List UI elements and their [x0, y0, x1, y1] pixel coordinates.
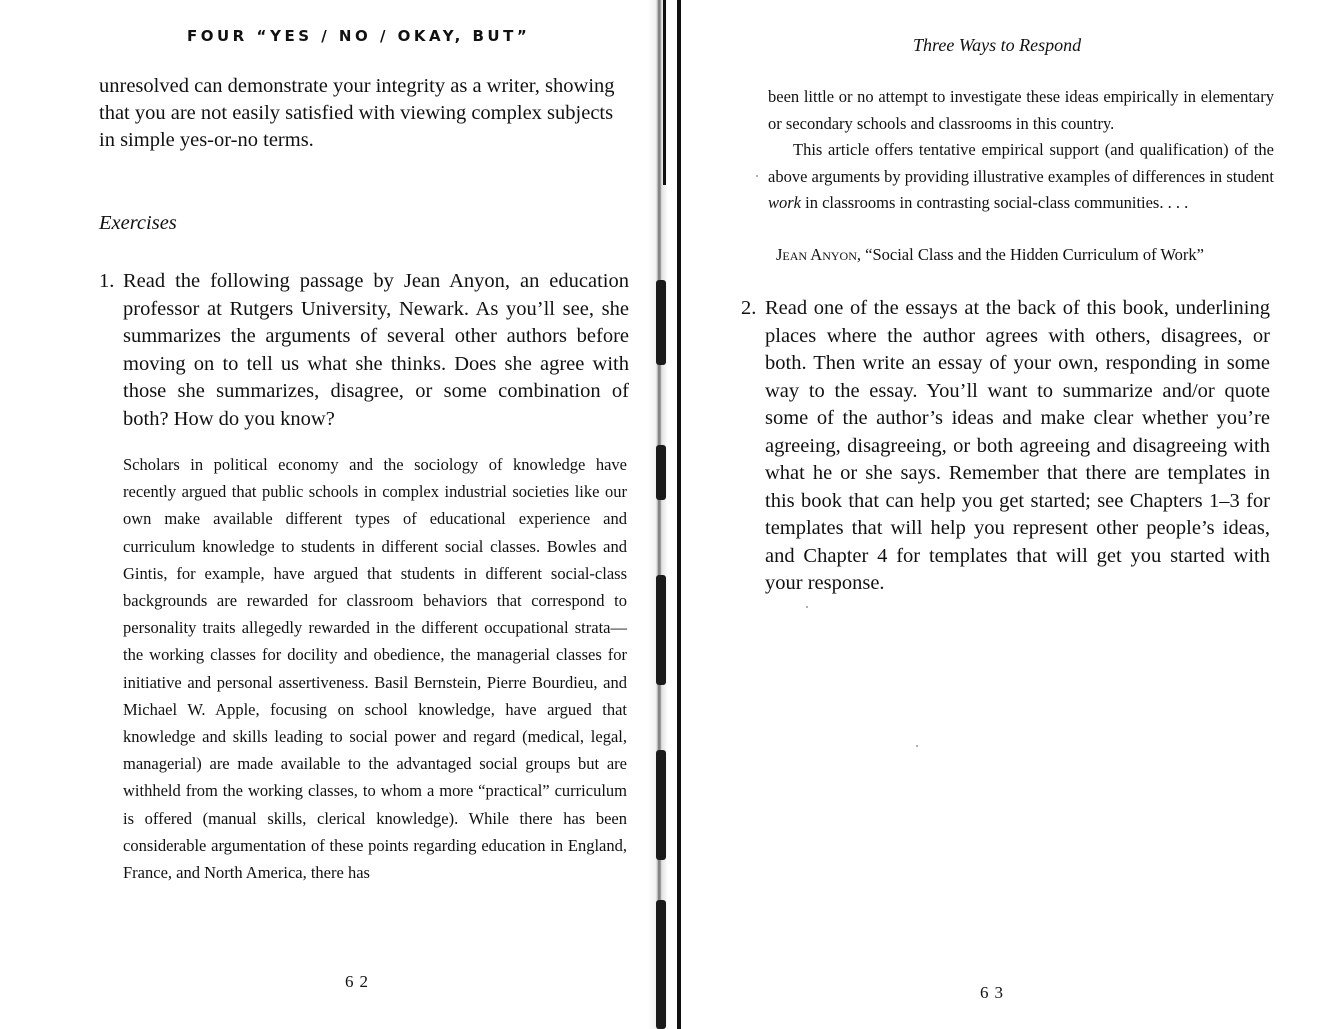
quote-attribution [776, 245, 1204, 265]
gutter-smudge [656, 750, 666, 860]
right-page [680, 0, 1318, 1029]
scan-speck [756, 175, 758, 177]
page-number: 63 [980, 983, 1009, 1002]
scan-speck [806, 606, 808, 608]
gutter-smudge [656, 280, 666, 365]
gutter-smudge [656, 575, 666, 685]
running-head-right: Three Ways to Respond [913, 35, 1082, 55]
page-number: 62 [345, 972, 374, 991]
quote-paragraph: been little or no attempt to investigate these ideas empirically in elementary or secondary schools and classrooms in this country. [768, 87, 1274, 133]
gutter-smudge [656, 445, 666, 500]
exercise-number: 1. [99, 270, 115, 292]
quote-paragraph [768, 137, 1274, 217]
left-page [0, 0, 655, 1029]
exercise-number: 2. [741, 297, 757, 319]
attribution-source: , “Social Class and the Hidden Curriculum of Work” [856, 245, 1204, 264]
exercise-text: Read the following passage by Jean Anyon, an education professor at Rutgers University, Newark. As you’ll see, she summarizes the arguments of several other authors before moving on to tell us what she thinks. Does she agree with those she summarizes, disagree, or some combination of both? How do you know? [123, 270, 629, 430]
exercises-heading: Exercises [99, 212, 177, 234]
gutter-fold-line [658, 0, 661, 1029]
attribution-author: Jean Anyon [776, 245, 857, 264]
gutter-smudge [656, 900, 666, 1029]
exercise-2 [741, 295, 1270, 598]
intro-paragraph: unresolved can demonstrate your integrity as a writer, showing that you are not easily satisfied with viewing complex subjects in simple yes-or-no terms. [99, 75, 615, 151]
scan-speck [916, 745, 918, 747]
quote-emphasis: work [768, 193, 801, 212]
quote-text: in classrooms in contrasting social-class communities. . . . [801, 193, 1189, 212]
block-quote: Scholars in political economy and the sociology of knowledge have recently argued that public schools in complex industrial societies like our own make available different types of educational experience and curriculum knowledge to students in different social classes. Bowles and Gintis, for example, have argued that students in different social-class backgrounds are rewarded for classroom behaviors that correspond to personality traits allegedly rewarded in the different occupational strata—the working classes for docility and obedience, the managerial classes for initiative and personal assertiveness. Basil Bernstein, Pierre Bourdieu, and Michael W. Apple, focusing on school knowledge, have argued that knowledge and skills leading to social power and regard (medical, legal, managerial) are made available to the advantaged social groups but are withheld from the working classes, to whom a more “practical” curriculum is offered (manual skills, clerical knowledge). While there has been considerable argumentation of these points regarding education in England, France, and North America, there has [123, 455, 627, 883]
quote-text: This article offers tentative empirical support (and qualification) of the above arguments by providing illustrative examples of differences in student [768, 140, 1274, 186]
gutter-dark-band-top [663, 0, 666, 185]
running-head-left: FOUR “YES / NO / OKAY, BUT” [187, 27, 531, 45]
exercise-1 [99, 268, 629, 433]
exercise-text: Read one of the essays at the back of this book, underlining places where the author agrees with others, disagrees, or both. Then write an essay of your own, responding in some way to the essay. You’ll want to summarize and/or quote some of the author’s ideas and make clear whether you’re agreeing, disagreeing, or both agreeing and disagreeing with what he or she says. Remember that there are templates in this book that can help you get started; see Chapters 1–3 for templates that will help you represent other people’s ideas, and Chapter 4 for templates that will get you started with your response. [765, 297, 1270, 594]
block-quote-continued [768, 84, 1274, 217]
